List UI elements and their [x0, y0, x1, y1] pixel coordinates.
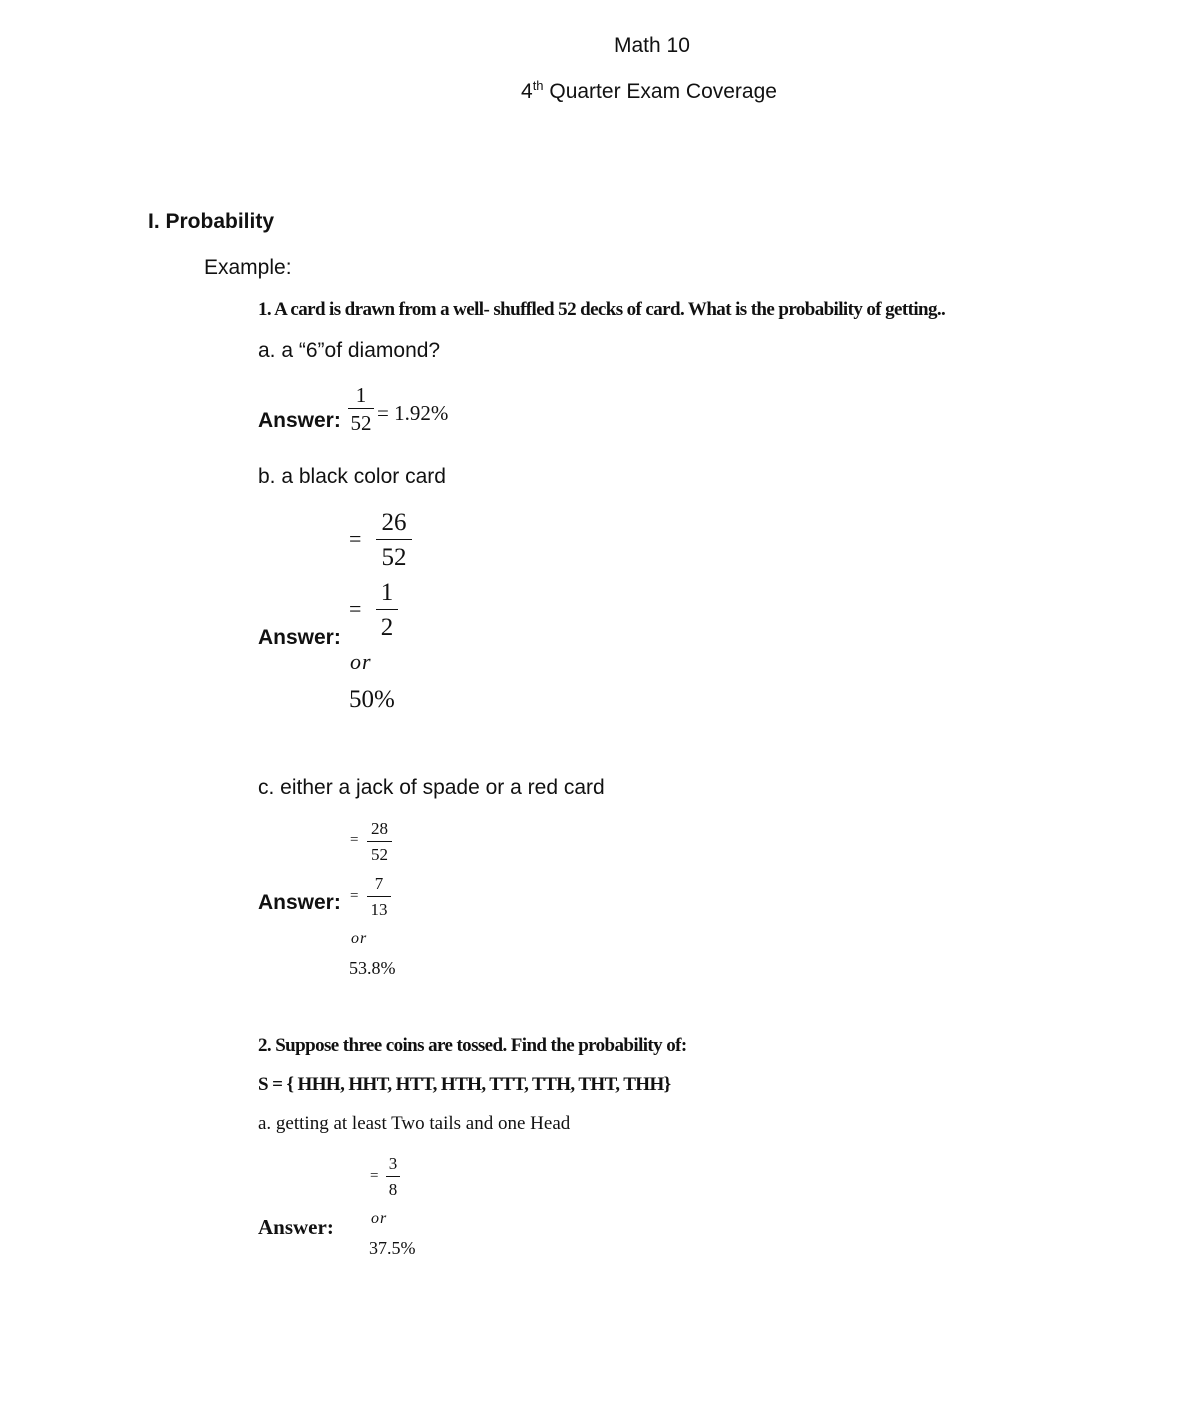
- fraction-denominator: 13: [370, 900, 388, 919]
- answer-1b-fraction-1: [376, 510, 412, 570]
- answer-1c-fraction-2: [367, 875, 391, 918]
- answer-1c-label: Answer:: [258, 891, 341, 914]
- fraction-denominator: 52: [371, 845, 388, 864]
- fraction-denominator: 52: [381, 544, 407, 571]
- fraction-bar: [348, 408, 374, 409]
- fraction-denominator: 2: [380, 614, 394, 641]
- answer-1a-fraction: [348, 385, 374, 434]
- fraction-numerator: 1: [355, 383, 367, 407]
- fraction-numerator: 26: [381, 509, 407, 536]
- answer-2a-or: or: [371, 1210, 388, 1227]
- fraction-numerator: 28: [371, 819, 388, 838]
- answer-2a-equals: =: [370, 1168, 379, 1184]
- fraction-bar: [367, 896, 391, 897]
- answer-1b-equals-1: =: [349, 526, 362, 551]
- subtitle-superscript: th: [532, 78, 544, 93]
- answer-2a-fraction: [386, 1155, 400, 1198]
- answer-1a-result: = 1.92%: [377, 401, 449, 425]
- document-title: Math 10: [614, 34, 690, 57]
- answer-1c-fraction-1: [367, 820, 392, 863]
- answer-1a-label: Answer:: [258, 409, 341, 432]
- answer-2a-label: Answer:: [258, 1215, 334, 1239]
- answer-1b-or: or: [350, 649, 372, 674]
- fraction-bar: [367, 841, 392, 842]
- fraction-denominator: 8: [388, 1180, 398, 1199]
- question-1b-label: b. a black color card: [258, 465, 446, 488]
- answer-1c-equals-2: =: [350, 888, 359, 904]
- fraction-denominator: 52: [350, 411, 372, 435]
- answer-1b-equals-2: =: [349, 596, 362, 621]
- fraction-bar: [386, 1176, 400, 1177]
- subtitle-number: 4: [521, 80, 533, 103]
- answer-1c-or: or: [351, 930, 368, 947]
- question-2-prompt: 2. Suppose three coins are tossed. Find the probability of:: [258, 1035, 687, 1056]
- answer-1b-label: Answer:: [258, 626, 341, 649]
- fraction-bar: [376, 609, 398, 610]
- question-1-prompt: 1. A card is drawn from a well- shuffled 52 decks of card. What is the probability of getting..: [258, 299, 946, 320]
- fraction-numerator: 3: [388, 1154, 398, 1173]
- question-2a-label: a. getting at least Two tails and one Head: [258, 1113, 571, 1134]
- answer-1b-fraction-2: [376, 580, 398, 640]
- fraction-numerator: 1: [380, 579, 394, 606]
- fraction-numerator: 7: [374, 874, 384, 893]
- answer-1c-percent: 53.8%: [349, 958, 396, 978]
- answer-2a-percent: 37.5%: [369, 1238, 416, 1258]
- section-heading: I. Probability: [148, 210, 275, 233]
- answer-1b-percent: 50%: [349, 686, 395, 713]
- fraction-bar: [376, 539, 412, 540]
- answer-1c-equals-1: =: [350, 832, 359, 848]
- question-1a-label: a. a “6”of diamond?: [258, 339, 441, 362]
- question-1c-label: c. either a jack of spade or a red card: [258, 776, 605, 799]
- example-label: Example:: [204, 256, 292, 279]
- sample-space: S = { HHH, HHT, HTT, HTH, TTT, TTH, THT, THH}: [258, 1074, 671, 1095]
- subtitle-text: Quarter Exam Coverage: [543, 80, 777, 103]
- document-subtitle: [521, 78, 777, 104]
